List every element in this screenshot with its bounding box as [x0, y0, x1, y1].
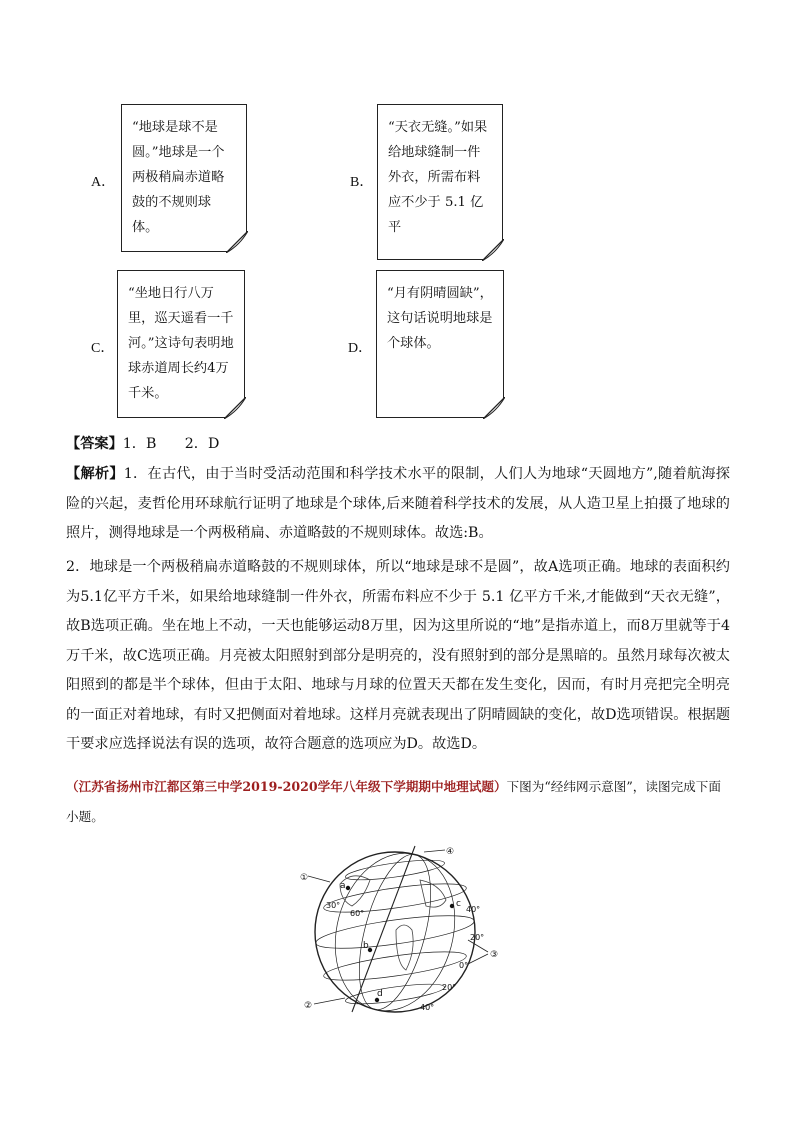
answer-label: 【答案】: [66, 436, 123, 452]
label-40s: 40°: [420, 1003, 435, 1012]
option-text-b: “天衣无缝。”如果给地球缝制一件外衣，所需布料应不少于 5.1 亿平: [388, 120, 488, 235]
option-letter-b: B．: [350, 175, 374, 190]
analysis-text-2: 2．地球是一个两极稍扁赤道略鼓的不规则球体，所以“地球是球不是圆”，故A选项正确。地球的表面积约为5.1亿平方千米，如果给地球缝制一件外衣，所需布料应不少于 5.1 亿平方千米,才能做到“天衣无缝”，故B选项正确。坐在地上不动，一天也能够运动8万里，因为这里所说的“地”是指赤道上，而8万里就等于4万千米，故C选项正确。月亮被太阳照射到部分是明亮的，没有照射到的部分是黑暗的。虽然月球每次被太阳照到的都是半个球体，但由于太阳、地球与月球的位置天天都在发生变化，因而，有时月亮把完全明亮的一面正对着地球，有时又把侧面对着地球。这样月亮就表现出了阴晴圆缺的变化，故D选项错误。根据题干要求应选择说法有误的选项，故符合题意的选项应为D。故选D。: [66, 559, 731, 752]
label-20s: 20°: [442, 983, 457, 992]
label-40n: 40°: [466, 905, 481, 914]
label-0: 0°: [459, 961, 469, 970]
label-a: a: [340, 881, 346, 891]
lat-long-grid-figure: [300, 840, 510, 1020]
label-d: d: [377, 989, 383, 999]
label-4: ④: [446, 847, 455, 857]
label-60: 60°: [350, 909, 365, 918]
answer-text: 1．B 2．D: [122, 436, 220, 452]
analysis-label: 【解析】: [66, 466, 124, 482]
option-text-a: “地球是球不是圆。”地球是一个两极稍扁赤道略鼓的不规则球体。: [132, 120, 225, 235]
label-30: 30°: [326, 901, 341, 910]
option-card-d[interactable]: [376, 270, 504, 418]
answer-line: [66, 434, 219, 454]
page-curl-icon: [226, 231, 248, 253]
label-c: c: [456, 899, 461, 909]
option-letter-d: D．: [348, 341, 373, 356]
option-letter-c: C．: [91, 341, 115, 356]
analysis-text-1: 1．在古代，由于当时受活动范围和科学技术水平的限制，人们人为地球“天圆地方”,随着航海探险的兴起，麦哲伦用环球航行证明了地球是个球体,后来随着科学技术的发展，从人造卫星上拍摄了地球的照片，测得地球是一个两极稍扁、赤道略鼓的不规则球体。故选:B。: [66, 466, 730, 541]
page-curl-icon: [483, 397, 505, 419]
label-b: b: [363, 941, 369, 951]
analysis-paragraph-1: [66, 460, 730, 549]
source-instruction: 下图为“经纬网示意图”，读图完成下面小题。: [66, 779, 721, 824]
option-text-d: “月有阴晴圆缺”，这句话说明地球是个球体。: [387, 286, 493, 351]
source-citation: （江苏省扬州市江都区第三中学2019-2020学年八年级下学期期中地理试题）: [66, 779, 507, 794]
option-card-b[interactable]: [377, 104, 503, 260]
label-2: ②: [304, 1001, 313, 1011]
option-letter-a: A．: [91, 175, 116, 190]
option-text-c: “坐地日行八万里，巡天遥看一千河。”这诗句表明地球赤道周长约4万千米。: [128, 286, 234, 401]
page-curl-icon: [224, 397, 246, 419]
label-20n: 20°: [470, 933, 485, 942]
globe: [308, 840, 488, 1020]
label-3: ③: [490, 950, 499, 960]
option-card-c[interactable]: [117, 270, 245, 418]
question-source: [66, 772, 730, 832]
option-card-a[interactable]: [121, 104, 247, 252]
page-curl-icon: [482, 239, 504, 261]
label-1: ①: [300, 873, 309, 883]
analysis-paragraph-2: [66, 553, 730, 760]
